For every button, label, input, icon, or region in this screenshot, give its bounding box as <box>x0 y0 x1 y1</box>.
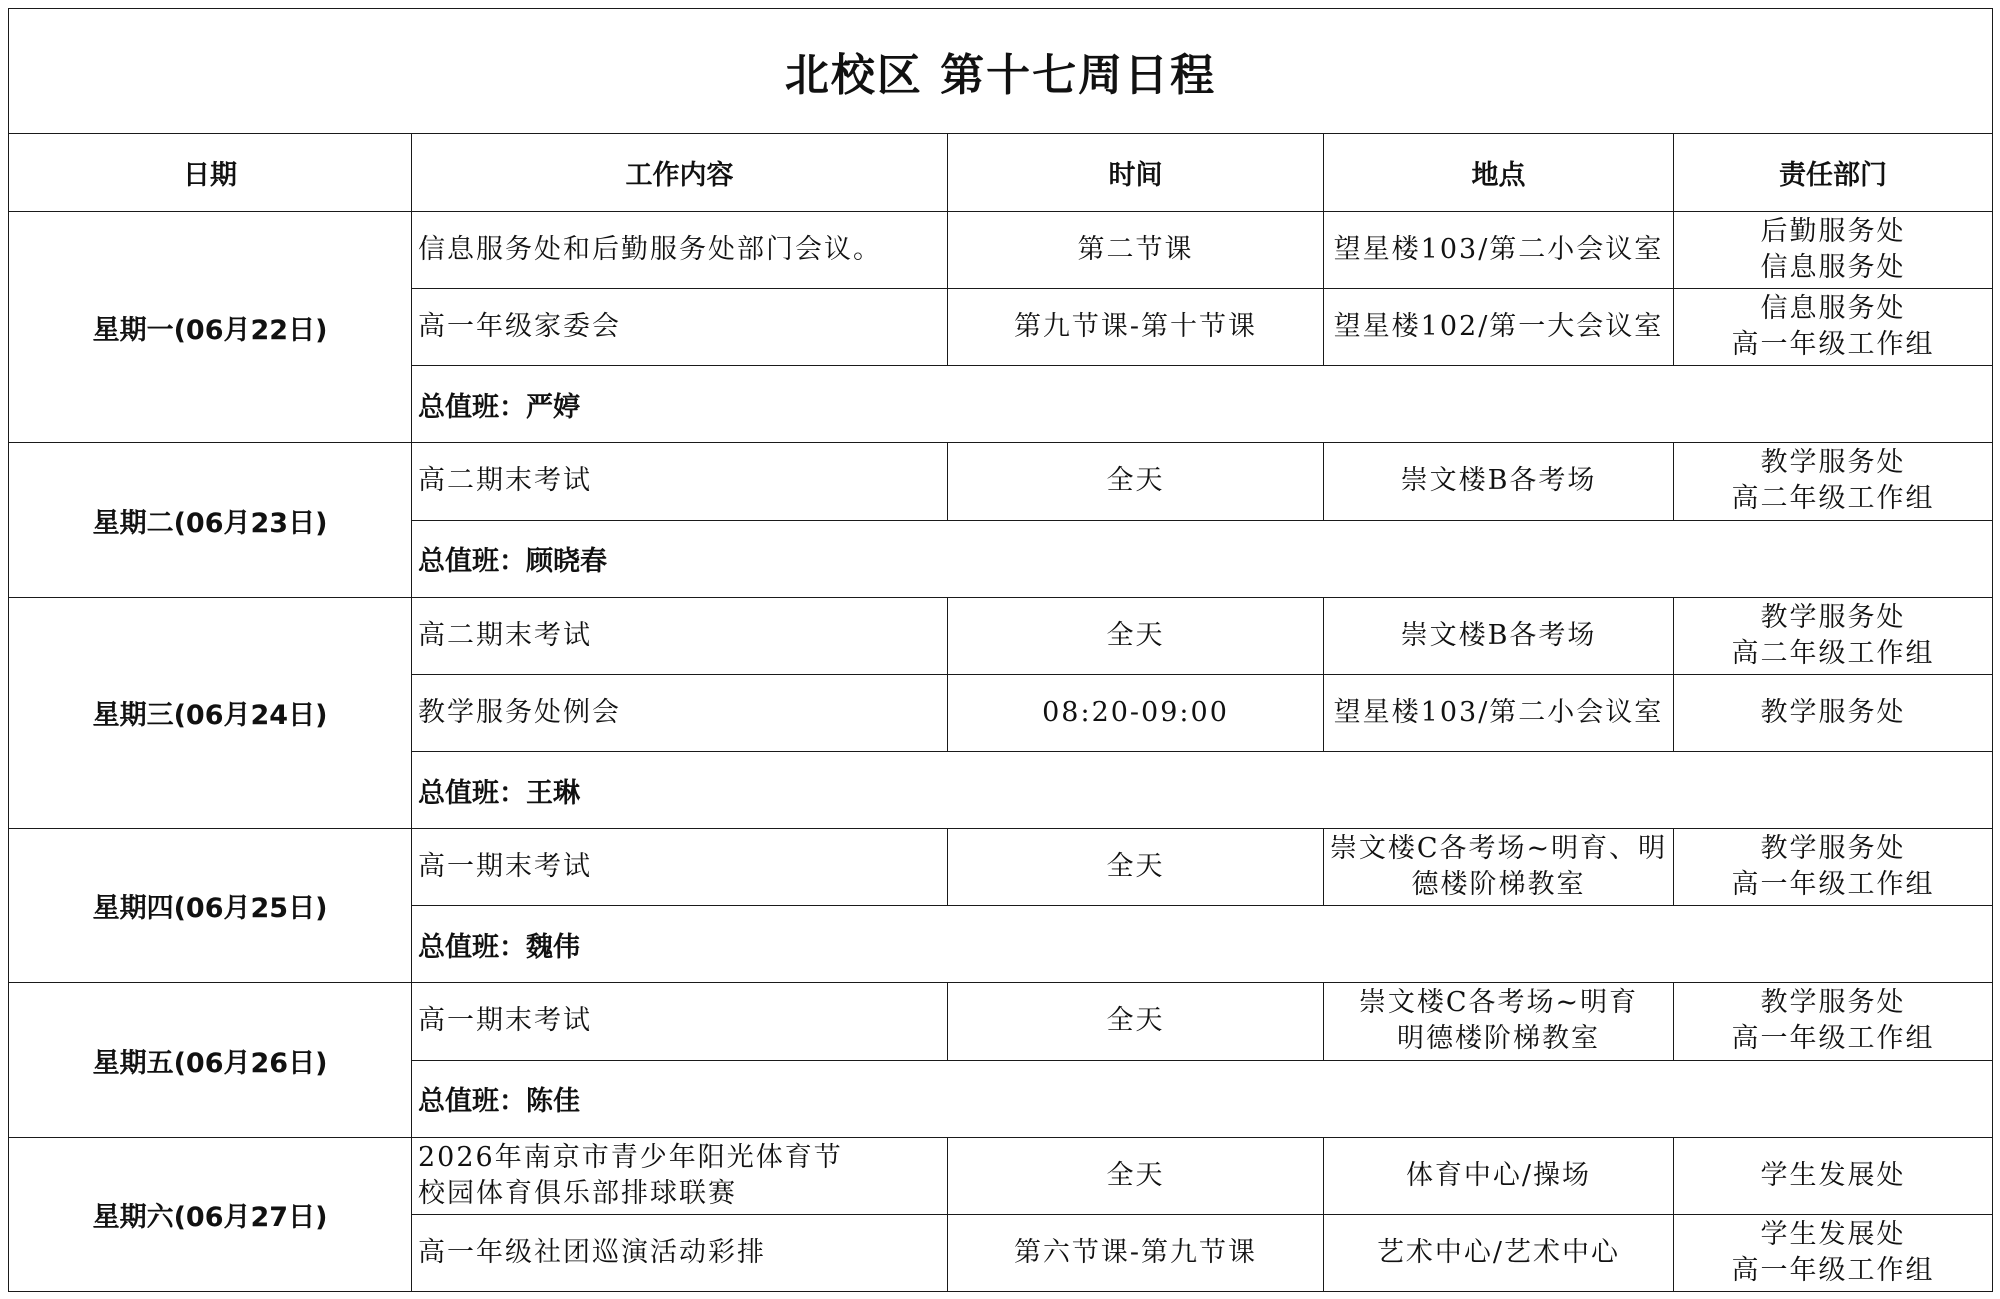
event-dept-line: 信息服务处 <box>1760 293 1906 325</box>
duty-officer: 总值班：陈佳 <box>412 1060 1993 1137</box>
event-place <box>1324 674 1674 751</box>
event-content-line: 校园体育俱乐部排球联赛 <box>418 1177 737 1209</box>
event-content <box>412 829 948 906</box>
event-place <box>1324 983 1674 1060</box>
event-content <box>412 212 948 289</box>
event-dept-line: 高二年级工作组 <box>1731 483 1935 515</box>
event-place <box>1324 443 1674 520</box>
event-place-line: 望星楼103/第二小会议室 <box>1333 234 1664 266</box>
event-content-line: 2026年南京市青少年阳光体育节 <box>418 1141 843 1173</box>
event-dept-line: 教学服务处 <box>1760 696 1906 728</box>
event-time: 全天 <box>948 1137 1324 1214</box>
day-label: 星期一(06月22日) <box>9 212 412 443</box>
event-dept-line: 教学服务处 <box>1760 987 1906 1019</box>
event-dept-line: 教学服务处 <box>1760 447 1906 479</box>
day-label: 星期三(06月24日) <box>9 597 412 828</box>
table-row <box>9 212 1993 289</box>
event-content <box>412 1214 948 1291</box>
event-dept-line: 教学服务处 <box>1760 833 1906 865</box>
event-place-line: 望星楼103/第二小会议室 <box>1333 696 1664 728</box>
event-dept <box>1674 212 1993 289</box>
event-place-line: 望星楼102/第一大会议室 <box>1333 311 1664 343</box>
table-row <box>9 829 1993 906</box>
event-time: 08:20-09:00 <box>948 674 1324 751</box>
header-place: 地点 <box>1324 133 1674 211</box>
event-dept <box>1674 1137 1993 1214</box>
event-time: 全天 <box>948 443 1324 520</box>
day-label: 星期五(06月26日) <box>9 983 412 1137</box>
event-place <box>1324 597 1674 674</box>
event-dept-line: 教学服务处 <box>1760 601 1906 633</box>
table-row <box>9 443 1993 520</box>
event-dept <box>1674 674 1993 751</box>
header-dept: 责任部门 <box>1674 133 1993 211</box>
duty-officer: 总值班：王琳 <box>412 751 1993 828</box>
header-row <box>9 133 1993 211</box>
event-dept-line: 高一年级工作组 <box>1731 869 1935 901</box>
event-content <box>412 1137 948 1214</box>
event-dept-line: 高一年级工作组 <box>1731 329 1935 361</box>
event-dept <box>1674 289 1993 366</box>
event-dept <box>1674 443 1993 520</box>
header-time: 时间 <box>948 133 1324 211</box>
event-place-line: 崇文楼B各考场 <box>1400 619 1597 651</box>
event-dept-line: 后勤服务处 <box>1760 216 1906 248</box>
schedule-table <box>8 8 1993 1292</box>
event-dept <box>1674 1214 1993 1291</box>
header-date: 日期 <box>9 133 412 211</box>
event-content-line: 高一期末考试 <box>418 851 592 883</box>
table-row <box>9 597 1993 674</box>
event-dept-line: 学生发展处 <box>1760 1218 1906 1250</box>
event-dept-line: 学生发展处 <box>1760 1159 1906 1191</box>
event-dept <box>1674 829 1993 906</box>
event-content-line: 高一年级社团巡演活动彩排 <box>418 1236 766 1268</box>
event-content-line: 信息服务处和后勤服务处部门会议。 <box>418 234 882 266</box>
day-label: 星期六(06月27日) <box>9 1137 412 1291</box>
header-content: 工作内容 <box>412 133 948 211</box>
event-place-line: 崇文楼C各考场~明育 <box>1358 987 1639 1019</box>
event-content-line: 高一年级家委会 <box>418 311 621 343</box>
duty-officer: 总值班：顾晓春 <box>412 520 1993 597</box>
event-time: 第六节课-第九节课 <box>948 1214 1324 1291</box>
event-content-line: 高一期末考试 <box>418 1005 592 1037</box>
event-content-line: 高二期末考试 <box>418 465 592 497</box>
event-dept-line: 高一年级工作组 <box>1731 1023 1935 1055</box>
event-place <box>1324 289 1674 366</box>
day-label: 星期四(06月25日) <box>9 829 412 983</box>
event-content <box>412 443 948 520</box>
event-time: 全天 <box>948 983 1324 1060</box>
event-dept <box>1674 983 1993 1060</box>
event-content <box>412 597 948 674</box>
event-dept-line: 高二年级工作组 <box>1731 637 1935 669</box>
table-row <box>9 1137 1993 1214</box>
event-content <box>412 983 948 1060</box>
event-time: 第二节课 <box>948 212 1324 289</box>
event-content-line: 高二期末考试 <box>418 619 592 651</box>
event-place-line: 艺术中心/艺术中心 <box>1376 1236 1621 1268</box>
duty-officer: 总值班：严婷 <box>412 366 1993 443</box>
event-place-line: 明德楼阶梯教室 <box>1397 1023 1600 1055</box>
event-place-line: 德楼阶梯教室 <box>1411 869 1586 901</box>
event-place <box>1324 1137 1674 1214</box>
event-content <box>412 674 948 751</box>
event-place-line: 体育中心/操场 <box>1405 1159 1592 1191</box>
day-label: 星期二(06月23日) <box>9 443 412 597</box>
event-dept <box>1674 597 1993 674</box>
event-place-line: 崇文楼B各考场 <box>1400 465 1597 497</box>
event-time: 第九节课-第十节课 <box>948 289 1324 366</box>
event-place <box>1324 1214 1674 1291</box>
event-content-line: 教学服务处例会 <box>418 696 621 728</box>
event-time: 全天 <box>948 597 1324 674</box>
duty-officer: 总值班：魏伟 <box>412 906 1993 983</box>
table-row <box>9 983 1993 1060</box>
event-dept-line: 高一年级工作组 <box>1731 1254 1935 1286</box>
event-dept-line: 信息服务处 <box>1760 252 1906 284</box>
event-place-line: 崇文楼C各考场~明育、明 <box>1329 833 1668 865</box>
event-time: 全天 <box>948 829 1324 906</box>
page-title: 北校区 第十七周日程 <box>9 9 1993 134</box>
event-place <box>1324 829 1674 906</box>
event-place <box>1324 212 1674 289</box>
event-content <box>412 289 948 366</box>
